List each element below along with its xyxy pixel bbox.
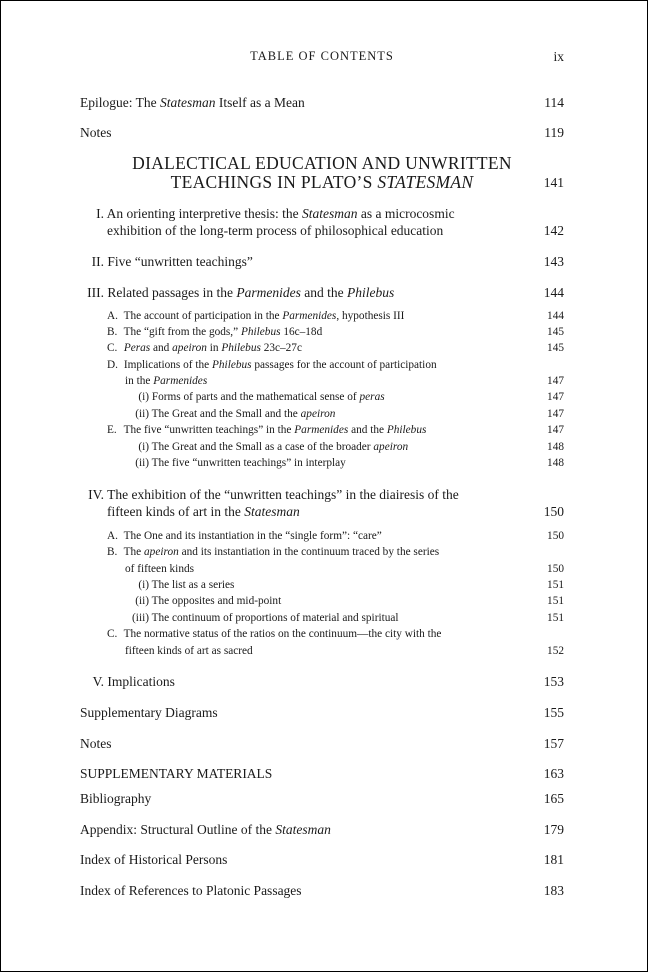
toc-entry-notes[interactable]: Notes	[80, 736, 112, 751]
toc-entry-epilogue[interactable]: Epilogue: The Statesman Itself as a Mean	[80, 95, 305, 110]
running-header: TABLE OF CONTENTS	[250, 49, 394, 63]
toc-entry-notes[interactable]: Notes	[80, 125, 112, 140]
toc-subsection-iv-a[interactable]: A. The One and its instantiation in the “single form”: “care”	[107, 530, 382, 542]
toc-subsection-iii-e[interactable]: E. The five “unwritten teachings” in the Parmenides and the Philebus	[107, 424, 427, 436]
toc-entry-appendix[interactable]: Appendix: Structural Outline of the Statesman	[80, 822, 331, 837]
page-number: ix	[553, 49, 564, 64]
toc-entry-supplementary-materials[interactable]: SUPPLEMENTARY MATERIALS	[80, 766, 273, 781]
toc-page-ref: 147	[547, 375, 564, 387]
toc-page-ref: 151	[547, 579, 564, 591]
toc-section-i[interactable]: I. An orienting interpretive thesis: the Statesman as a microcosmic	[96, 206, 455, 221]
toc-entry-bibliography[interactable]: Bibliography	[80, 791, 152, 806]
toc-page-ref: 145	[547, 342, 564, 354]
toc-entry-supplementary-diagrams[interactable]: Supplementary Diagrams	[80, 705, 218, 720]
toc-section-ii[interactable]: II. Five “unwritten teachings”	[91, 254, 253, 269]
toc-page-ref: 143	[543, 254, 564, 269]
toc-page-ref: 150	[547, 563, 564, 575]
toc-entry-index-persons[interactable]: Index of Historical Persons	[80, 852, 228, 867]
toc-section-iii[interactable]: III. Related passages in the Parmenides and the Philebus	[87, 285, 395, 300]
toc-page-ref: 179	[543, 822, 564, 837]
toc-section-iv[interactable]: IV. The exhibition of the “unwritten teachings” in the diairesis of the	[88, 487, 459, 502]
toc-item-iii-d-i[interactable]: (i) Forms of parts and the mathematical sense of peras	[138, 391, 385, 403]
toc-page-ref: 150	[547, 530, 564, 542]
toc-page-ref: 147	[547, 391, 564, 403]
toc-subsection-iv-c-cont: fifteen kinds of art as sacred	[125, 645, 253, 657]
toc-section-iv-cont: fifteen kinds of art in the Statesman	[107, 504, 300, 519]
toc-page-ref: 147	[547, 424, 564, 436]
toc-page-ref: 181	[543, 852, 564, 867]
toc-subsection-iii-c[interactable]: C. Peras and apeiron in Philebus 23c–27c	[107, 342, 302, 354]
toc-subsection-iii-a[interactable]: A. The account of participation in the Parmenides, hypothesis III	[107, 310, 405, 322]
toc-page-ref: 148	[547, 441, 564, 453]
toc-item-iii-e-ii[interactable]: (ii) The five “unwritten teachings” in interplay	[135, 457, 346, 469]
toc-subsection-iii-b[interactable]: B. The “gift from the gods,” Philebus 16c–18d	[107, 326, 323, 338]
toc-page-ref: 145	[547, 326, 564, 338]
toc-item-iv-b-iii[interactable]: (iii) The continuum of proportions of material and spiritual	[132, 612, 399, 624]
toc-item-iv-b-i[interactable]: (i) The list as a series	[138, 579, 235, 591]
toc-page-ref: 141	[543, 175, 564, 190]
toc-page-ref: 157	[543, 736, 564, 751]
toc-subsection-iv-c[interactable]: C. The normative status of the ratios on the continuum—the city with the	[107, 628, 442, 640]
toc-subsection-iii-d[interactable]: D. Implications of the Philebus passages for the account of participation	[107, 359, 437, 371]
toc-entry-index-references[interactable]: Index of References to Platonic Passages	[80, 883, 302, 898]
toc-page-ref: 147	[547, 408, 564, 420]
toc-page-ref: 163	[543, 766, 564, 781]
toc-page-ref: 155	[543, 705, 564, 720]
toc-page-ref: 153	[543, 674, 564, 689]
toc-item-iv-b-ii[interactable]: (ii) The opposites and mid-point	[135, 595, 282, 607]
toc-subsection-iii-d-cont: in the Parmenides	[125, 375, 208, 387]
toc-page-ref: 144	[547, 310, 564, 322]
toc-page-ref: 151	[547, 612, 564, 624]
toc-page-ref: 119	[544, 125, 564, 140]
toc-item-iii-d-ii[interactable]: (ii) The Great and the Small and the apeiron	[135, 408, 336, 420]
toc-section-v[interactable]: V. Implications	[92, 674, 175, 689]
toc-subsection-iv-b-cont: of fifteen kinds	[125, 563, 195, 575]
toc-page-ref: 183	[543, 883, 564, 898]
toc-page-ref: 165	[543, 791, 564, 806]
toc-subsection-iv-b[interactable]: B. The apeiron and its instantiation in the continuum traced by the series	[107, 546, 440, 558]
chapter-title-line2[interactable]: TEACHINGS IN PLATO’S STATESMAN	[170, 172, 474, 192]
chapter-title-line1[interactable]: DIALECTICAL EDUCATION AND UNWRITTEN	[132, 153, 512, 173]
toc-page-ref: 150	[543, 504, 564, 519]
toc-item-iii-e-i[interactable]: (i) The Great and the Small as a case of the broader apeiron	[138, 441, 409, 453]
toc-page-ref: 144	[543, 285, 564, 300]
toc-page-ref: 142	[543, 223, 564, 238]
toc-page-ref: 114	[544, 95, 564, 110]
toc-section-i-cont: exhibition of the long-term process of philosophical education	[107, 223, 444, 238]
toc-page-ref: 151	[547, 595, 564, 607]
toc-page-ref: 148	[547, 457, 564, 469]
toc-page-ref: 152	[547, 645, 564, 657]
